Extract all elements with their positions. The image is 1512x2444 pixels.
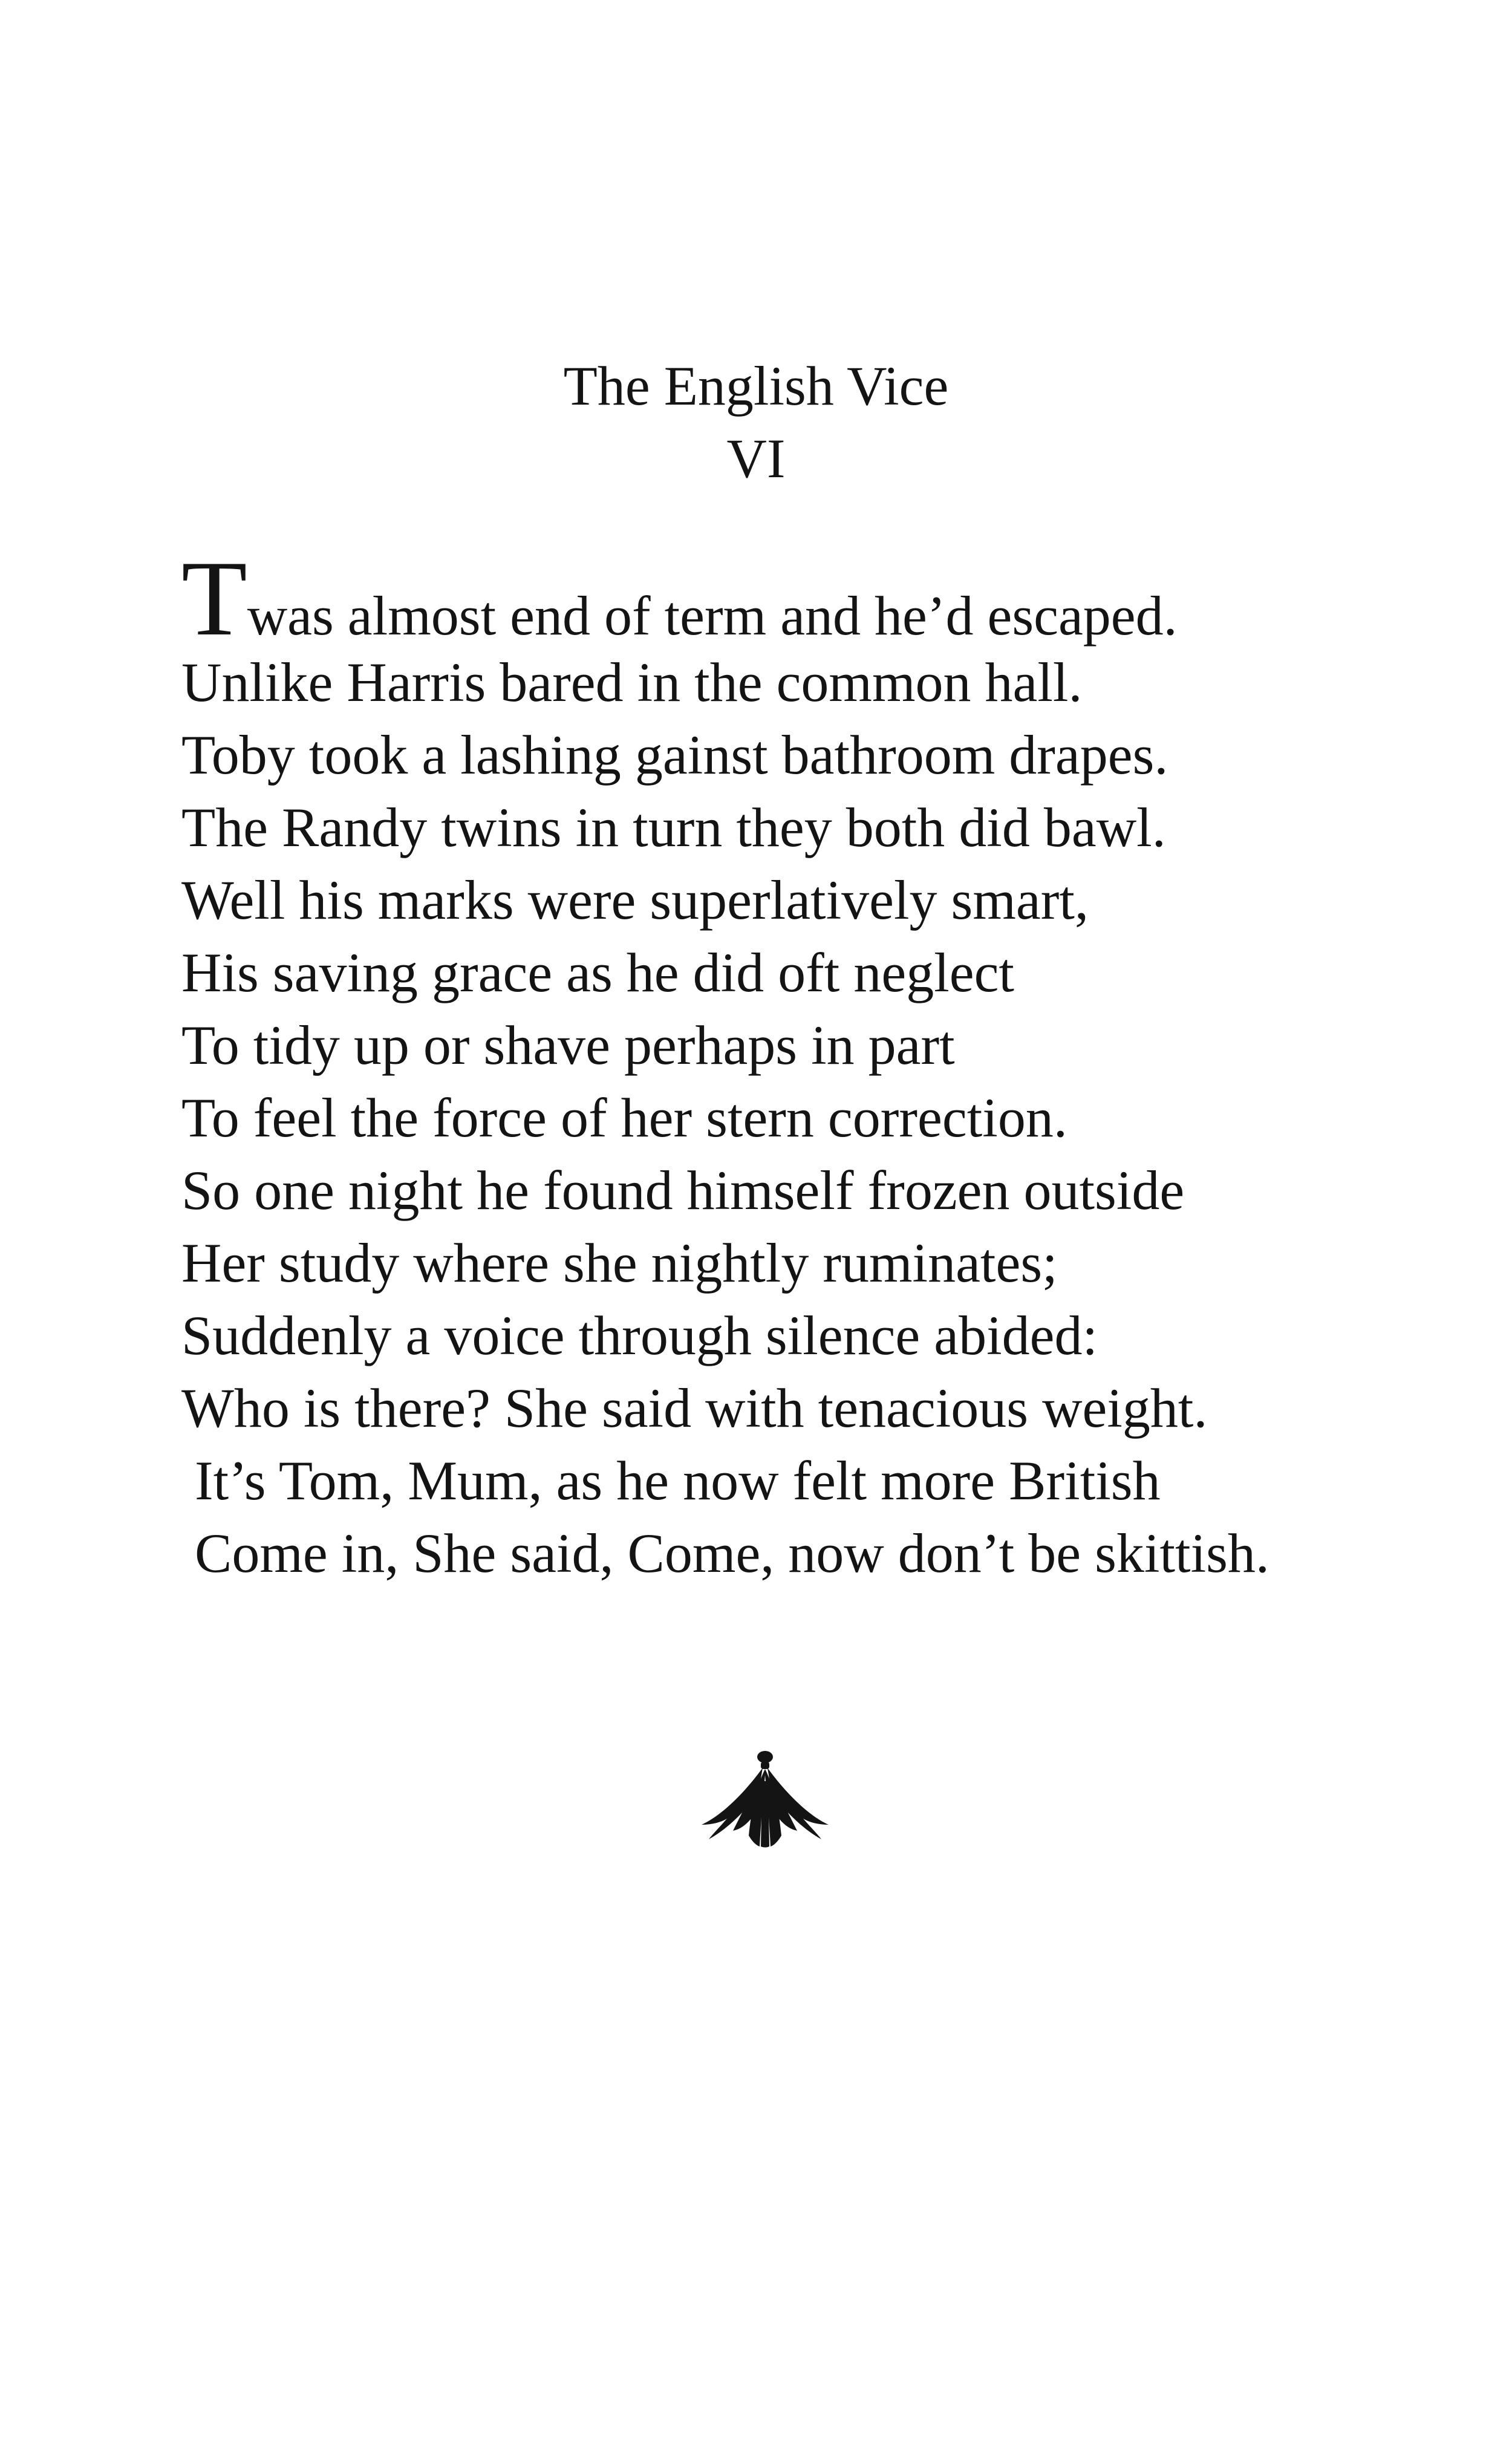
poem-line: To feel the force of her stern correction. — [181, 1087, 1067, 1149]
poem-line: The Randy twins in turn they both did bawl. — [181, 797, 1166, 858]
poem-line: Well his marks were superlatively smart, — [181, 869, 1089, 931]
poem-line: Suddenly a voice through silence abided: — [181, 1305, 1098, 1366]
poem-line: Her study where she nightly ruminates; — [181, 1232, 1058, 1294]
poem-line: Come in, She said, Come, now don’t be skittish. — [195, 1522, 1269, 1584]
poem-line: Toby took a lashing gainst bathroom drapes. — [181, 724, 1168, 786]
poem-line: Unlike Harris bared in the common hall. — [181, 651, 1083, 713]
poem-title: The English Vice — [563, 355, 949, 417]
poem-line: So one night he found himself frozen outside — [181, 1159, 1185, 1221]
poem-line-text: was almost end of term and he’d escaped. — [247, 585, 1178, 647]
poem-line: To tidy up or shave perhaps in part — [181, 1014, 955, 1076]
poem-line-1 — [181, 538, 1178, 658]
poem-line: Who is there? She said with tenacious weight. — [181, 1377, 1208, 1439]
section-number: VI — [726, 428, 786, 489]
drop-cap: T — [181, 538, 247, 658]
poem-line: His saving grace as he did oft neglect — [181, 942, 1014, 1003]
fleuron-icon — [700, 1751, 830, 1848]
poem-line: It’s Tom, Mum, as he now felt more British — [195, 1450, 1161, 1511]
